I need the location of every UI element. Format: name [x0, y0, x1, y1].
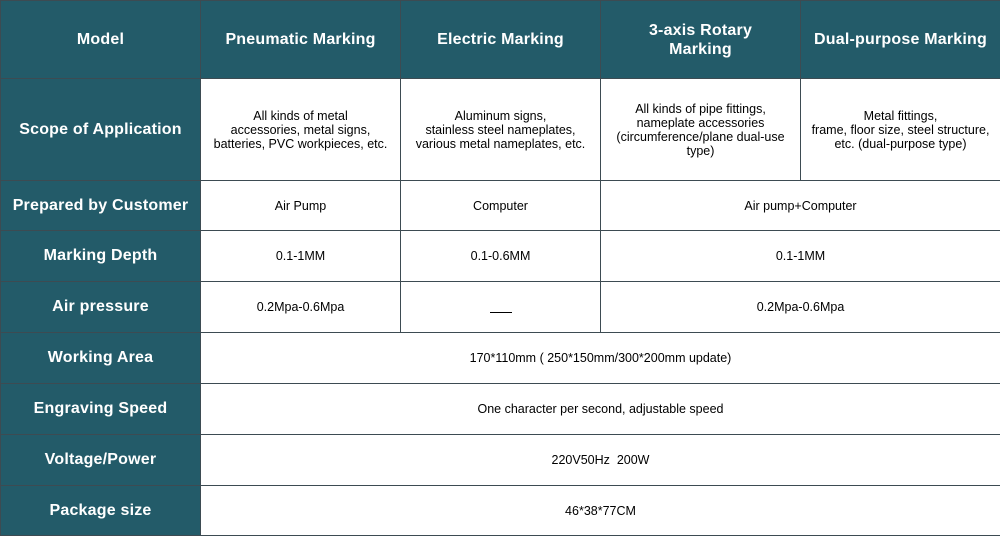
- scope-line: various metal nameplates, etc.: [407, 137, 594, 151]
- scope-line: batteries, PVC workpieces, etc.: [207, 137, 394, 151]
- scope-line: accessories, metal signs,: [207, 123, 394, 137]
- scope-line: (circumference/plane dual-use: [607, 130, 794, 144]
- row-label-speed: Engraving Speed: [1, 384, 201, 435]
- prepared-pneumatic: Air Pump: [201, 181, 401, 231]
- scope-line: nameplate accessories: [607, 116, 794, 130]
- scope-line: type): [607, 144, 794, 158]
- scope-electric: [401, 79, 601, 181]
- package-value: 46*38*77CM: [201, 486, 1000, 536]
- row-label-depth: Marking Depth: [1, 231, 201, 282]
- scope-line: Aluminum signs,: [407, 109, 594, 123]
- scope-pneumatic: [201, 79, 401, 181]
- scope-line: etc. (dual-purpose type): [807, 137, 994, 151]
- speed-value: One character per second, adjustable speed: [201, 384, 1000, 435]
- row-label-voltage: Voltage/Power: [1, 435, 201, 486]
- scope-dual: [801, 79, 1000, 181]
- header-dual: Dual-purpose Marking: [801, 1, 1000, 79]
- depth-pneumatic: 0.1-1MM: [201, 231, 401, 282]
- depth-electric: 0.1-0.6MM: [401, 231, 601, 282]
- row-package: [1, 486, 1000, 536]
- scope-line: All kinds of metal: [207, 109, 394, 123]
- air-electric: [401, 282, 601, 333]
- header-electric: Electric Marking: [401, 1, 601, 79]
- prepared-electric: Computer: [401, 181, 601, 231]
- voltage-value: 220V50Hz 200W: [201, 435, 1000, 486]
- row-prepared: [1, 181, 1000, 231]
- prepared-rotary-dual: Air pump+Computer: [601, 181, 1000, 231]
- air-pneumatic: 0.2Mpa-0.6Mpa: [201, 282, 401, 333]
- header-pneumatic: Pneumatic Marking: [201, 1, 401, 79]
- row-depth: [1, 231, 1000, 282]
- row-scope: [1, 79, 1000, 181]
- header-rotary-label: 3-axis Rotary Marking: [641, 21, 761, 59]
- scope-line: stainless steel nameplates,: [407, 123, 594, 137]
- scope-line: frame, floor size, steel structure,: [807, 123, 994, 137]
- row-label-air: Air pressure: [1, 282, 201, 333]
- air-rotary-dual: 0.2Mpa-0.6Mpa: [601, 282, 1000, 333]
- row-label-scope: Scope of Application: [1, 79, 201, 181]
- scope-rotary: [601, 79, 801, 181]
- header-row: [1, 1, 1000, 79]
- row-label-area: Working Area: [1, 333, 201, 384]
- row-label-package: Package size: [1, 486, 201, 536]
- blank-line: [490, 298, 512, 313]
- area-value: 170*110mm ( 250*150mm/300*200mm update): [201, 333, 1000, 384]
- header-model: Model: [1, 1, 201, 79]
- scope-line: All kinds of pipe fittings,: [607, 102, 794, 116]
- scope-line: Metal fittings,: [807, 109, 994, 123]
- header-rotary: [601, 1, 801, 79]
- row-air: [1, 282, 1000, 333]
- row-area: [1, 333, 1000, 384]
- row-label-prepared: Prepared by Customer: [1, 181, 201, 231]
- row-speed: [1, 384, 1000, 435]
- depth-rotary-dual: 0.1-1MM: [601, 231, 1000, 282]
- row-voltage: [1, 435, 1000, 486]
